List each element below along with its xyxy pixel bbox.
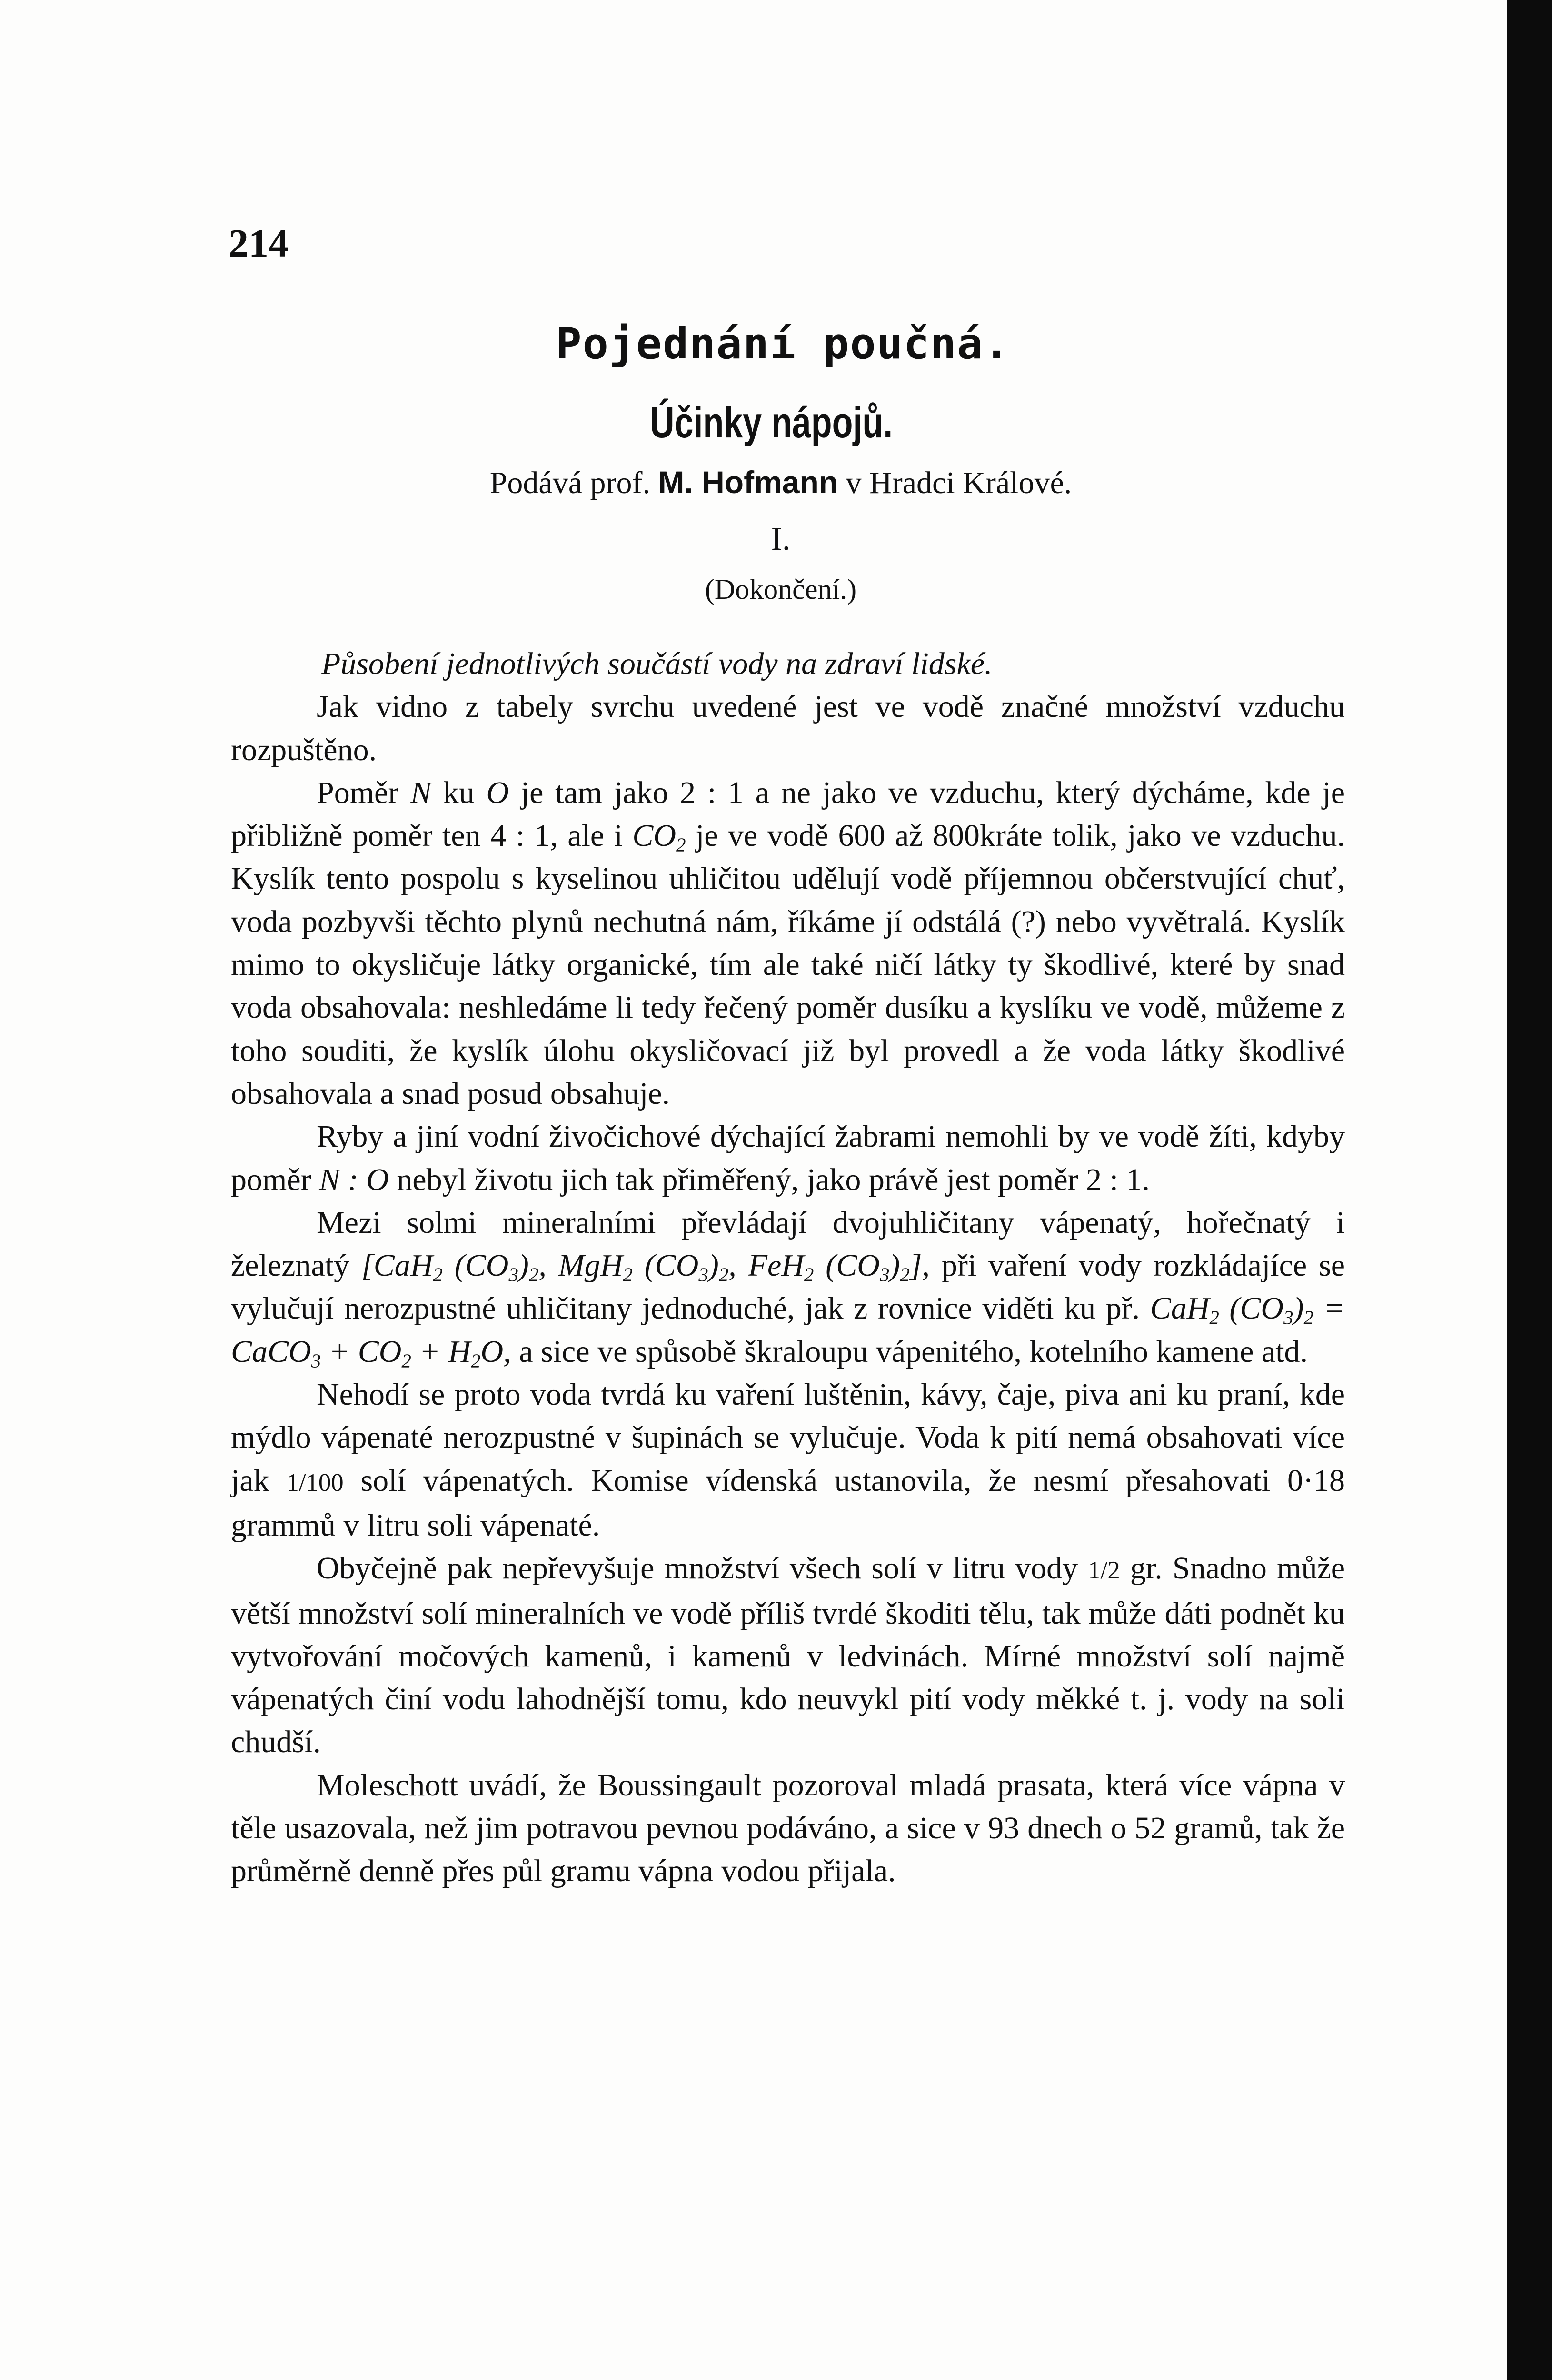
- p2-text-b: ku: [443, 775, 475, 810]
- p6-text-a: Obyčejně pak nepřevyšuje množství všech solí v litru vody: [317, 1551, 1078, 1586]
- p4-f2c: ): [708, 1248, 719, 1283]
- p4-f2: , MgH: [538, 1248, 623, 1283]
- p4-f1b-sub: 3: [508, 1264, 518, 1286]
- paragraph-1: Jak vidno z tabely svrchu uvedené jest ve vodě značné množství vzduchu rozpuštěno.: [231, 689, 1345, 767]
- p2-symbol-n: N: [410, 775, 432, 810]
- p2-co2-subscript: 2: [676, 834, 686, 856]
- p4-f3b-sub: 3: [879, 1264, 890, 1286]
- p3-ratio: N : O: [319, 1162, 389, 1197]
- subsection-heading: Působení jednotlivých součástí vody na zdraví lidské.: [321, 646, 993, 681]
- p4-f3-sub: 2: [804, 1264, 814, 1286]
- p4-f1b: (CO: [454, 1248, 509, 1283]
- p4-text-c: a sice ve spůsobě škraloupu vápenitého, kotelního kamene atd.: [519, 1334, 1308, 1369]
- paragraph-2: [231, 772, 1345, 1115]
- p4-text-b: , při vaření vody rozkládajíce se vylučují nerozpustné uhličitany jednoduché, jak z rovnice viděti ku př.: [231, 1248, 1345, 1326]
- byline-prefix: Podává prof.: [489, 466, 650, 500]
- paragraph-6: [231, 1547, 1345, 1764]
- p4-e1-sub: 2: [1209, 1307, 1219, 1329]
- byline-suffix: v Hradci Králové.: [846, 466, 1072, 500]
- paragraph-7: Moleschott uvádí, že Boussingault pozoroval mladá prasata, která více vápna v těle usazovala, než jim potravou pevnou podáváno, a sice v 93 dnech o 52 gramů, tak že průměrně denně přes půl gramu vápna vodou přijala.: [231, 1767, 1345, 1889]
- p4-formula-list: [361, 1248, 922, 1286]
- p4-f1c-sub: 2: [528, 1264, 539, 1286]
- p3-text-b: nebyl životu jich tak přiměřený, jako právě jest poměr 2 : 1.: [397, 1162, 1150, 1197]
- byline-author: M. Hofmann: [658, 465, 838, 500]
- p5-fraction: 1/100: [286, 1468, 344, 1497]
- article-title: Účinky nápojů.: [649, 398, 893, 447]
- p4-f2b: (CO: [644, 1248, 699, 1283]
- p2-text-c: je tam jako 2 : 1 a ne jako ve vzduchu, který dýcháme, kde je přibližně poměr ten 4 : 1, ale i: [231, 775, 1345, 853]
- p4-e1: CaH: [1150, 1291, 1210, 1326]
- continuation-note: (Dokončení.): [705, 574, 857, 605]
- byline: [486, 466, 1076, 499]
- p4-f2b-sub: 3: [698, 1264, 708, 1286]
- p4-f3c: ): [889, 1248, 900, 1283]
- paragraph-3: [231, 1115, 1345, 1201]
- p4-f1: [CaH: [361, 1248, 433, 1283]
- p4-f3d: ]: [909, 1248, 922, 1283]
- p2-formula-co2: [632, 818, 686, 856]
- p2-text-d: je ve vodě 600 až 800kráte tolik, jako ve vzduchu. Kyslík tento pospolu s kyselinou uhličitou udělují vodě příjemnou občerstvující chuť, voda pozbyvši těchto plynů nechutná nám, říkáme jí odstálá (?) nebo vyvětralá. Kyslík mimo to okysličuje látky organické, tím ale také ničí látky ty škodlivé, které by snad voda obsahovala: neshledáme li tedy řečený poměr dusíku a kyslíku ve vodě, můžeme z toho souditi, že kyslík úlohu okysličovací již byl provedl a že voda látky škodlivé obsahovala a snad posud obsahuje.: [231, 818, 1345, 1111]
- p4-e2: = CaCO: [231, 1291, 1345, 1369]
- p4-e1c-sub: 2: [1303, 1307, 1313, 1329]
- p4-e4: + H: [419, 1334, 471, 1369]
- p4-e3: + CO: [328, 1334, 402, 1369]
- p4-e4-sub: 2: [471, 1350, 481, 1372]
- p2-text-a: Poměr: [317, 775, 399, 810]
- p4-f2c-sub: 2: [718, 1264, 729, 1286]
- p4-e1c: ): [1293, 1291, 1304, 1326]
- p5-text-b: solí vápenatých. Komise vídenská ustanovila, že nesmí přesahovati 0·18 grammů v litru soli vápenaté.: [231, 1463, 1345, 1543]
- article-body: [231, 643, 1345, 1893]
- p4-f1c: ): [518, 1248, 529, 1283]
- p3-text-a: Ryby a jiní vodní živočichové dýchající žabrami nemohli by ve vodě žíti, kdyby poměr: [231, 1119, 1345, 1197]
- p4-text-a: Mezi solmi mineralními převládají dvojuhličitany vápenatý, hořečnatý i železnatý: [231, 1205, 1345, 1283]
- p6-text-b: gr. Snadno může větší množství solí mineralních ve vodě příliš tvrdé škoditi tělu, tak může dáti podnět ku vytvořování močových kamenů, i kamenů v ledvinách. Mírné množství solí najmě vápenatých činí vodu lahodnější tomu, kdo neuvykl pití vody měkké t. j. vody na soli chudší.: [231, 1551, 1345, 1760]
- p4-e1b-sub: 3: [1283, 1307, 1293, 1329]
- p4-f3: , FeH: [728, 1248, 804, 1283]
- p4-f2-sub: 2: [623, 1264, 633, 1286]
- paragraph-4: [231, 1201, 1345, 1373]
- scan-right-border: [1507, 0, 1552, 2380]
- p2-symbol-o: O: [486, 775, 509, 810]
- section-heading: Pojednání poučná.: [556, 319, 1011, 369]
- p4-e2-sub: 3: [311, 1350, 321, 1372]
- p5-text-a: Nehodí se proto voda tvrdá ku vaření luštěnin, kávy, čaje, piva ani ku praní, kde mýdlo vápenaté nerozpustné v šupinách se vylučuje. Voda k pití nemá obsahovati více jak: [231, 1377, 1345, 1498]
- paragraph-5: [231, 1373, 1345, 1547]
- p4-f1-sub: 2: [433, 1264, 443, 1286]
- p4-f3b: (CO: [826, 1248, 880, 1283]
- p4-f3c-sub: 2: [900, 1264, 910, 1286]
- p6-fraction: 1/2: [1088, 1557, 1120, 1585]
- part-number: I.: [771, 521, 791, 557]
- p4-e5: O,: [480, 1334, 511, 1369]
- p2-co2-base: CO: [632, 818, 677, 853]
- p4-e3-sub: 2: [401, 1350, 411, 1372]
- p4-e1b: (CO: [1229, 1291, 1284, 1326]
- page-number: 214: [229, 221, 289, 266]
